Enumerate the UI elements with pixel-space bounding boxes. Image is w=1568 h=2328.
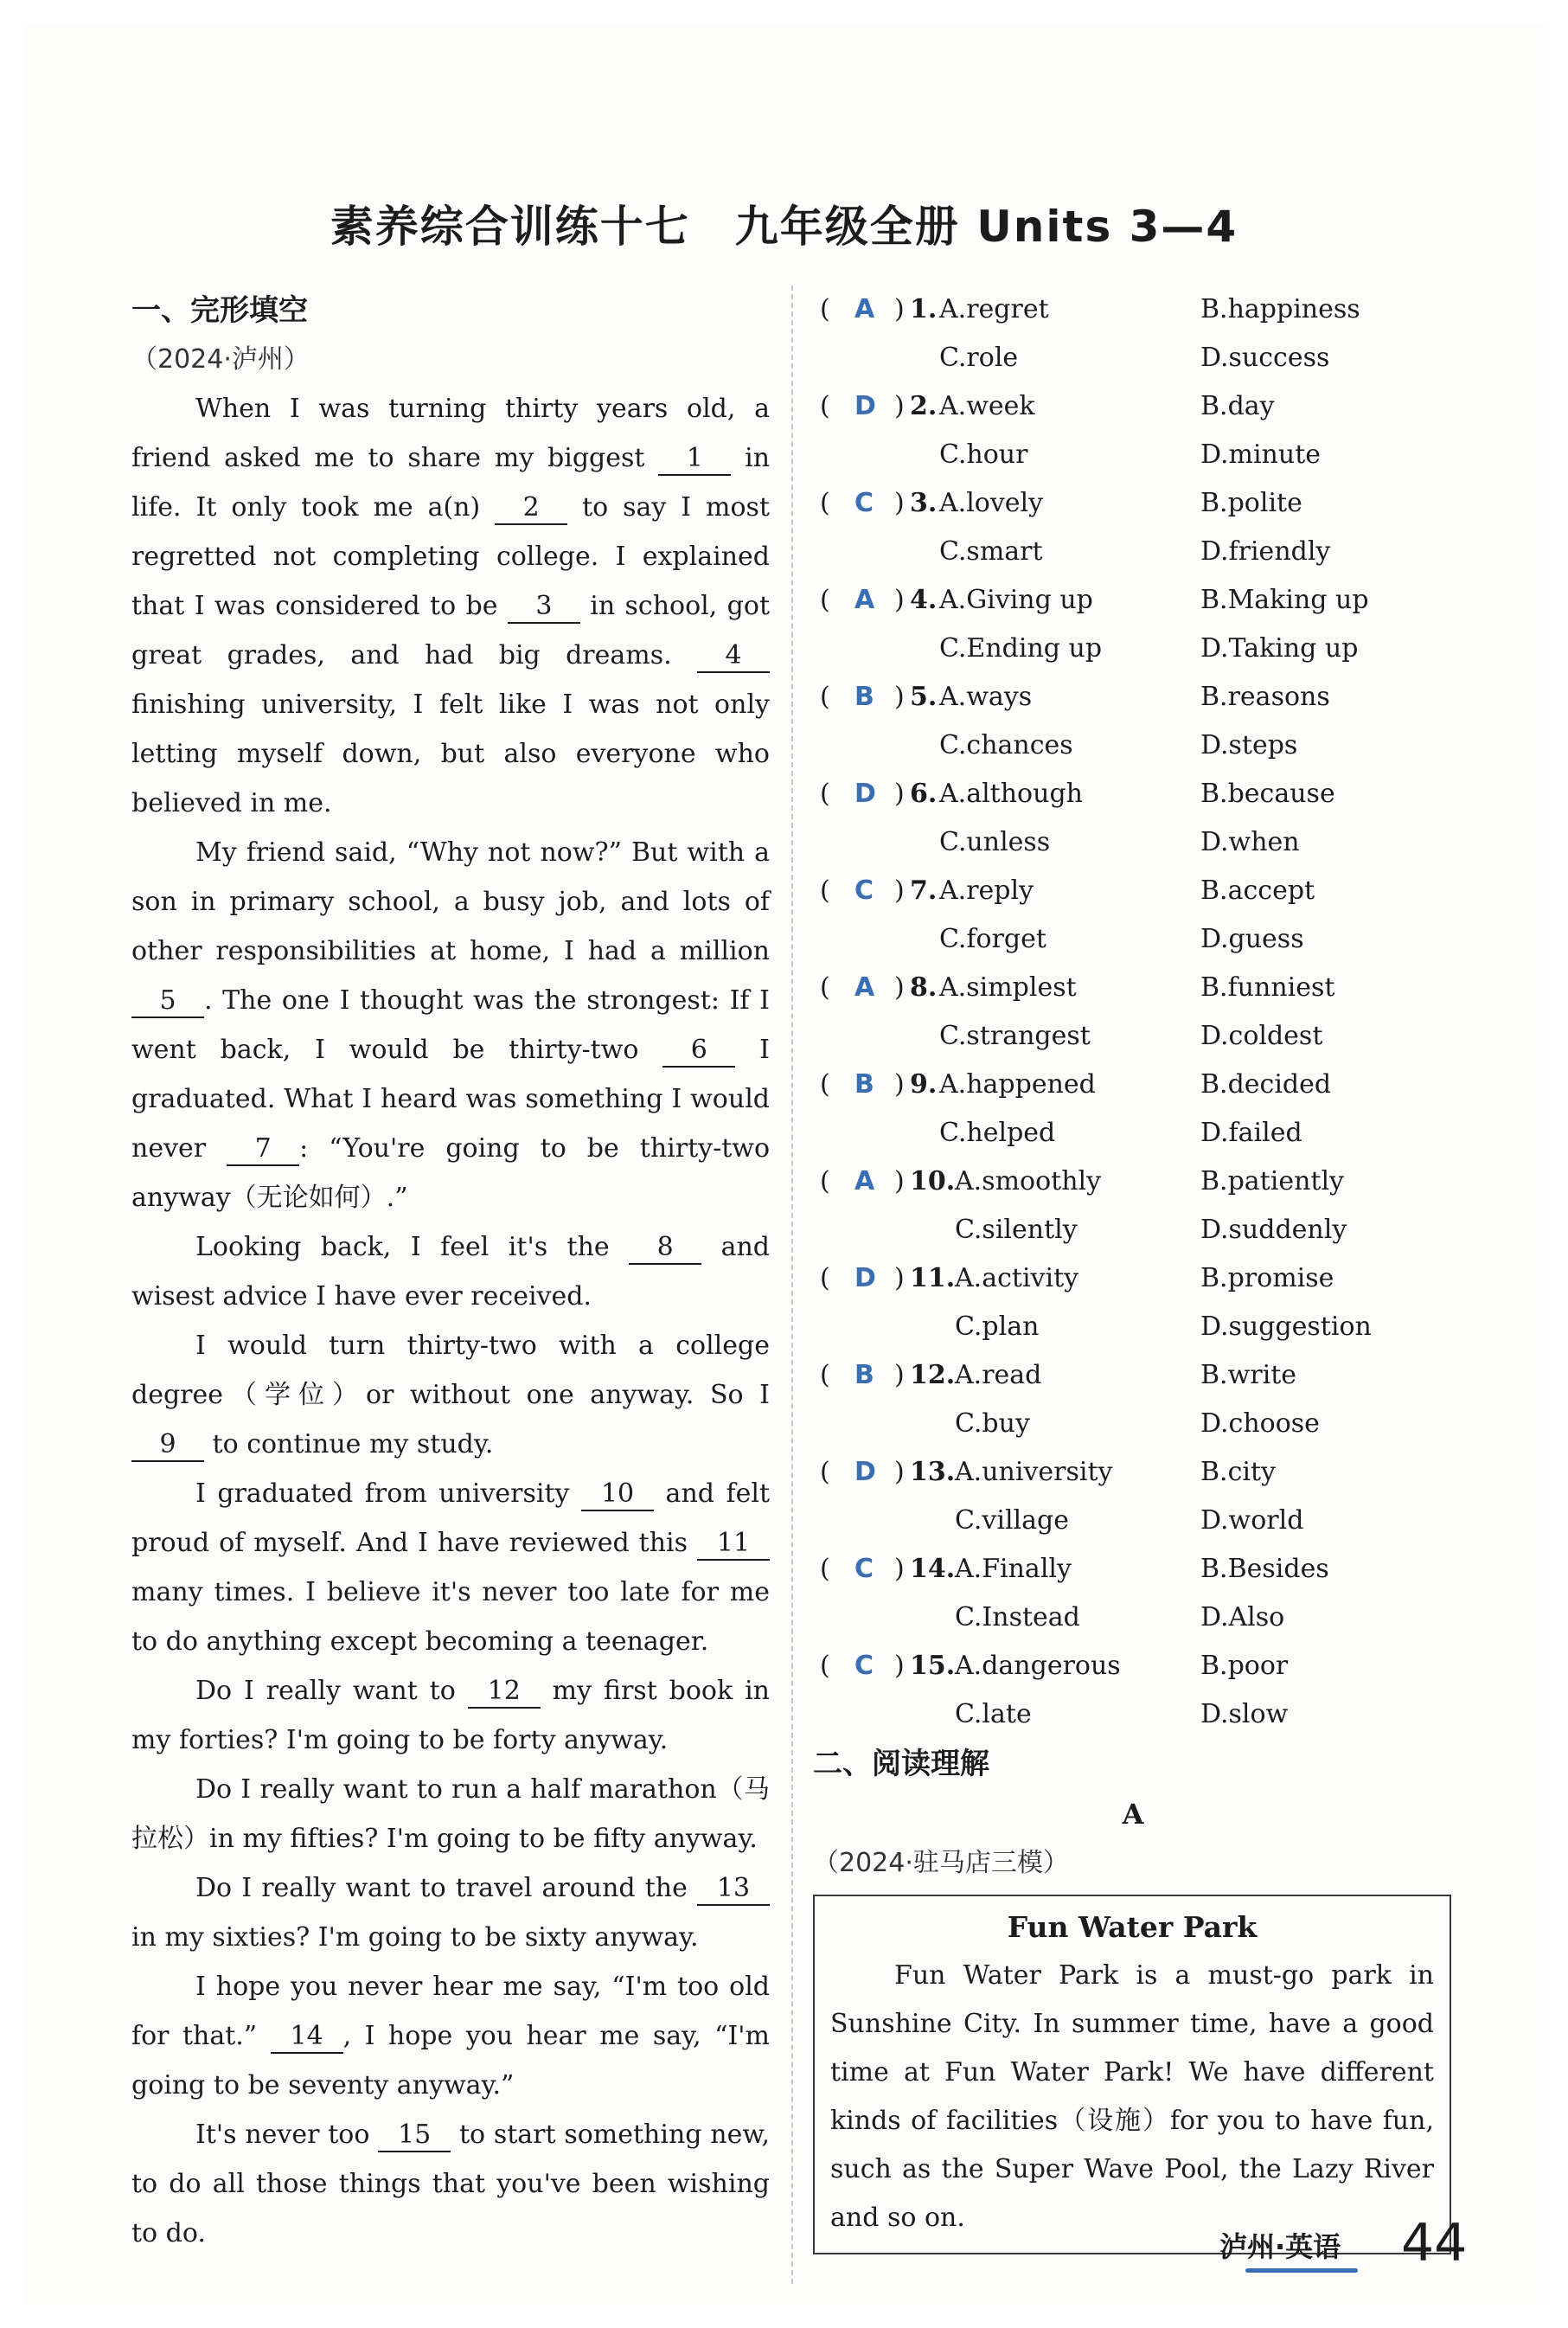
question-number: 11.: [910, 1263, 956, 1293]
paren-open: (: [820, 682, 830, 712]
paren-close: ): [894, 391, 905, 421]
option-a: A.ways: [939, 682, 1033, 712]
cloze-source: （2024·泸州）: [131, 344, 310, 375]
paren-open: (: [820, 488, 830, 518]
option-a: A.happened: [939, 1069, 1096, 1100]
cloze-paragraph: [131, 1222, 770, 1321]
option-c: C.Instead: [955, 1602, 1080, 1632]
cloze-blank: 11: [697, 1528, 770, 1561]
cloze-blank: 8: [629, 1232, 701, 1265]
paren-close: ): [894, 1166, 905, 1196]
option-a: A.university: [955, 1457, 1113, 1487]
paren-open: (: [820, 1166, 830, 1196]
paren-close: ): [894, 682, 905, 712]
question-number: 15.: [910, 1651, 956, 1681]
option-d: D.choose: [1200, 1408, 1320, 1439]
option-d: D.suddenly: [1200, 1215, 1347, 1245]
option-a: A.activity: [955, 1263, 1079, 1293]
answer-letter: B: [854, 682, 874, 712]
question-row: [813, 964, 1453, 1012]
column-divider: [791, 285, 793, 2284]
answer-letter: B: [854, 1360, 874, 1390]
option-a: A.regret: [939, 294, 1049, 324]
cloze-blank: 15: [378, 2120, 451, 2152]
question-row-cont: [813, 625, 1453, 673]
question-row: [813, 1254, 1453, 1303]
passage-text: I would turn thirty-two with a college degree（学位）or without one anyway. So I: [131, 1331, 770, 1410]
answer-letter: A: [854, 294, 875, 324]
question-row-cont: [813, 1690, 1453, 1739]
cloze-blank: 6: [662, 1035, 735, 1068]
passage-text: in life. It only took me a(n): [131, 443, 771, 523]
option-b: B.Besides: [1200, 1554, 1329, 1584]
paren-open: (: [820, 1554, 830, 1584]
passage-text: My friend said, “Why not now?” But with a son in primary school, a busy job, and lots of other responsibilities at home, I had a million: [131, 837, 770, 966]
section-heading-cloze: 一、完形填空: [131, 293, 308, 328]
option-b: B.day: [1200, 391, 1275, 421]
question-number: 3.: [910, 488, 938, 518]
question-number: 9.: [910, 1069, 938, 1100]
answer-letter: C: [854, 488, 874, 518]
option-a: A.dangerous: [955, 1651, 1121, 1681]
answer-letter: B: [854, 1069, 874, 1100]
paren-close: ): [894, 1651, 905, 1681]
cloze-paragraph: [131, 2110, 770, 2258]
option-c: C.hour: [939, 439, 1028, 470]
question-row-cont: [813, 915, 1453, 964]
paren-open: (: [820, 391, 830, 421]
option-b: B.decided: [1200, 1069, 1332, 1100]
question-row-cont: [813, 1303, 1453, 1351]
paren-close: ): [894, 1069, 905, 1100]
right-column: [813, 285, 1453, 2254]
answer-letter: D: [854, 1457, 876, 1487]
answer-letter: D: [854, 391, 876, 421]
option-a: A.week: [939, 391, 1035, 421]
passage-text: finishing university, I felt like I was not only letting myself down, but also everyone who believed in me.: [131, 689, 770, 818]
paren-open: (: [820, 294, 830, 324]
passage-text: in my sixties? I'm going to be sixty anyway.: [131, 1922, 699, 1953]
option-d: D.world: [1200, 1505, 1304, 1536]
answer-letter: C: [854, 1651, 874, 1681]
answer-letter: D: [854, 779, 876, 809]
passage-text: I graduated from university: [195, 1478, 582, 1509]
cloze-blank: 4: [697, 640, 770, 673]
question-row: [813, 770, 1453, 818]
option-c: C.chances: [939, 730, 1073, 760]
paren-close: ): [894, 875, 905, 906]
question-row: [813, 1158, 1453, 1206]
option-b: B.happiness: [1200, 294, 1360, 324]
passage-text: I graduated. What I heard was something I would never: [131, 1035, 770, 1164]
option-d: D.failed: [1200, 1118, 1302, 1148]
cloze-blank: 9: [131, 1429, 204, 1462]
question-row-cont: [813, 528, 1453, 576]
option-b: B.accept: [1200, 875, 1315, 906]
passage-text: to continue my study.: [204, 1429, 494, 1459]
option-a: A.although: [939, 779, 1083, 809]
answer-letter: A: [854, 972, 875, 1003]
paren-close: ): [894, 1554, 905, 1584]
option-b: B.patiently: [1200, 1166, 1344, 1196]
cloze-paragraph: [131, 1962, 770, 2110]
option-b: B.city: [1200, 1457, 1276, 1487]
option-d: D.coldest: [1200, 1021, 1323, 1051]
cloze-blank: 5: [131, 985, 204, 1018]
question-row: [813, 1448, 1453, 1497]
question-row: [813, 1351, 1453, 1400]
passage-text: Do I really want to travel around the: [195, 1873, 697, 1903]
option-d: D.friendly: [1200, 536, 1331, 567]
option-c: C.forget: [939, 924, 1046, 954]
option-a: A.simplest: [939, 972, 1077, 1003]
question-row-cont: [813, 721, 1453, 770]
footer-accent-line: [1245, 2268, 1358, 2273]
question-row-cont: [813, 1497, 1453, 1545]
option-a: A.lovely: [939, 488, 1044, 518]
question-row-cont: [813, 818, 1453, 867]
passage-text: : “You're going to be thirty-two anyway（无论如何）.”: [131, 1133, 771, 1213]
option-c: C.helped: [939, 1118, 1056, 1148]
paren-open: (: [820, 585, 830, 615]
question-row-cont: [813, 1012, 1453, 1061]
cloze-blank: 3: [508, 591, 580, 624]
option-d: D.when: [1200, 827, 1300, 857]
paren-close: ): [894, 294, 905, 324]
question-number: 2.: [910, 391, 938, 421]
question-row-cont: [813, 1400, 1453, 1448]
question-list: [813, 285, 1453, 1739]
option-a: A.Finally: [955, 1554, 1072, 1584]
question-number: 12.: [910, 1360, 956, 1390]
option-d: D.guess: [1200, 924, 1304, 954]
option-d: D.slow: [1200, 1699, 1289, 1729]
question-number: 5.: [910, 682, 938, 712]
paren-open: (: [820, 779, 830, 809]
question-number: 14.: [910, 1554, 956, 1584]
passage-text: and felt proud of myself. And I have reviewed this: [131, 1478, 770, 1558]
cloze-paragraph: [131, 1469, 770, 1666]
passage-text: in school, got great grades, and had big dreams.: [131, 591, 770, 670]
cloze-paragraph: [131, 1863, 770, 1962]
option-b: B.promise: [1200, 1263, 1334, 1293]
paren-close: ): [894, 972, 905, 1003]
option-c: C.silently: [955, 1215, 1078, 1245]
option-a: A.Giving up: [939, 585, 1093, 615]
option-c: C.unless: [939, 827, 1051, 857]
question-row: [813, 673, 1453, 721]
passage-text: many times. I believe it's never too late for me to do anything except becoming a teenager.: [131, 1577, 770, 1657]
passage-text: I hope you never hear me say, “I'm too old for that.”: [131, 1972, 770, 2051]
question-row-cont: [813, 431, 1453, 479]
question-row-cont: [813, 1594, 1453, 1642]
paren-open: (: [820, 1457, 830, 1487]
passage-text: to say I most regretted not completing college. I explained that I was considered to be: [131, 492, 770, 621]
option-d: D.success: [1200, 343, 1330, 373]
question-row-cont: [813, 1109, 1453, 1158]
question-number: 8.: [910, 972, 938, 1003]
option-c: C.buy: [955, 1408, 1030, 1439]
question-number: 13.: [910, 1457, 956, 1487]
option-d: D.minute: [1200, 439, 1322, 470]
question-row: [813, 576, 1453, 625]
question-row-cont: [813, 334, 1453, 382]
option-b: B.poor: [1200, 1651, 1289, 1681]
reading-passage-box: [813, 1895, 1451, 2254]
option-a: A.reply: [939, 875, 1034, 906]
option-c: C.smart: [939, 536, 1043, 567]
passage-text: Do I really want to: [195, 1676, 468, 1706]
cloze-paragraph: [131, 1321, 770, 1469]
cloze-blank: 1: [658, 443, 731, 476]
passage-text: When I was turning thirty years old, a friend asked me to share my biggest: [131, 394, 770, 473]
option-b: B.reasons: [1200, 682, 1330, 712]
question-number: 1.: [910, 294, 938, 324]
paren-close: ): [894, 779, 905, 809]
paren-open: (: [820, 875, 830, 906]
option-c: C.Ending up: [939, 633, 1103, 664]
paren-open: (: [820, 1069, 830, 1100]
paren-open: (: [820, 1360, 830, 1390]
answer-letter: A: [854, 1166, 875, 1196]
option-b: B.write: [1200, 1360, 1297, 1390]
option-c: C.village: [955, 1505, 1069, 1536]
question-number: 10.: [910, 1166, 956, 1196]
option-d: D.Taking up: [1200, 633, 1359, 664]
reading-passage-title: Fun Water Park: [1007, 1910, 1258, 1944]
passage-text: It's never too: [195, 2120, 379, 2150]
option-a: A.read: [955, 1360, 1042, 1390]
answer-letter: C: [854, 875, 874, 906]
page-title: 素养综合训练十七 九年级全册 Units 3—4: [330, 202, 1238, 252]
left-column: [131, 285, 770, 2258]
paren-close: ): [894, 1457, 905, 1487]
question-row: [813, 1061, 1453, 1109]
question-row: [813, 867, 1453, 915]
answer-letter: C: [854, 1554, 874, 1584]
section-heading-reading: 二、阅读理解: [813, 1747, 989, 1781]
option-b: B.funniest: [1200, 972, 1335, 1003]
paren-open: (: [820, 1263, 830, 1293]
passage-text: , I hope you hear me say, “I'm going to be seventy anyway.”: [131, 2021, 770, 2100]
passage-text: Looking back, I feel it's the: [195, 1232, 630, 1262]
passage-text: Do I really want to run a half marathon（马拉松）in my fifties? I'm going to be fifty anyway.: [131, 1774, 770, 1854]
paren-close: ): [894, 488, 905, 518]
paren-open: (: [820, 1651, 830, 1681]
option-c: C.late: [955, 1699, 1032, 1729]
cloze-passage: [131, 384, 770, 2258]
passage-text: and wisest advice I have ever received.: [131, 1232, 771, 1312]
question-row: [813, 1642, 1453, 1690]
paren-close: ): [894, 1263, 905, 1293]
passage-text: . The one I thought was the strongest: If I went back, I would be thirty-two: [131, 985, 770, 1065]
option-b: B.Making up: [1200, 585, 1369, 615]
paren-close: ): [894, 585, 905, 615]
cloze-blank: 2: [495, 492, 567, 525]
option-d: D.Also: [1200, 1602, 1285, 1632]
cloze-blank: 10: [581, 1478, 654, 1511]
paren-close: ): [894, 1360, 905, 1390]
question-row: [813, 1545, 1453, 1594]
option-d: D.steps: [1200, 730, 1298, 760]
cloze-blank: 12: [468, 1676, 541, 1709]
cloze-paragraph: [131, 1765, 770, 1863]
question-row-cont: [813, 1206, 1453, 1254]
cloze-blank: 7: [227, 1133, 299, 1166]
answer-letter: D: [854, 1263, 876, 1293]
footer-label: 泸州·英语: [1219, 2230, 1341, 2263]
question-number: 7.: [910, 875, 938, 906]
question-number: 6.: [910, 779, 938, 809]
option-d: D.suggestion: [1200, 1312, 1372, 1342]
reading-passage-text: Fun Water Park is a must-go park in Sunshine City. In summer time, have a good time at Fun Water Park! We have different kinds of facilities（设施）for you to have fun, such as the Super Wave Pool, the Lazy River and so on.: [830, 1960, 1434, 2233]
cloze-paragraph: [131, 1666, 770, 1765]
option-c: C.plan: [955, 1312, 1040, 1342]
option-c: C.role: [939, 343, 1019, 373]
question-row: [813, 382, 1453, 431]
answer-letter: A: [854, 585, 875, 615]
option-c: C.strangest: [939, 1021, 1091, 1051]
question-row: [813, 479, 1453, 528]
option-b: B.polite: [1200, 488, 1302, 518]
passage-text: to start something new, to do all those things that you've been wishing to do.: [131, 2120, 770, 2248]
reading-source: （2024·驻马店三模）: [813, 1848, 1069, 1878]
cloze-paragraph: [131, 828, 770, 1222]
cloze-blank: 14: [271, 2021, 343, 2054]
question-row: [813, 285, 1453, 334]
reading-passage-label: A: [1122, 1798, 1144, 1831]
cloze-paragraph: [131, 384, 770, 828]
option-b: B.because: [1200, 779, 1335, 809]
paren-open: (: [820, 972, 830, 1003]
page-number: 44: [1401, 2213, 1468, 2273]
cloze-blank: 13: [697, 1873, 770, 1906]
question-number: 4.: [910, 585, 938, 615]
passage-text: my first book in my forties? I'm going to be forty anyway.: [131, 1676, 770, 1755]
option-a: A.smoothly: [955, 1166, 1102, 1196]
